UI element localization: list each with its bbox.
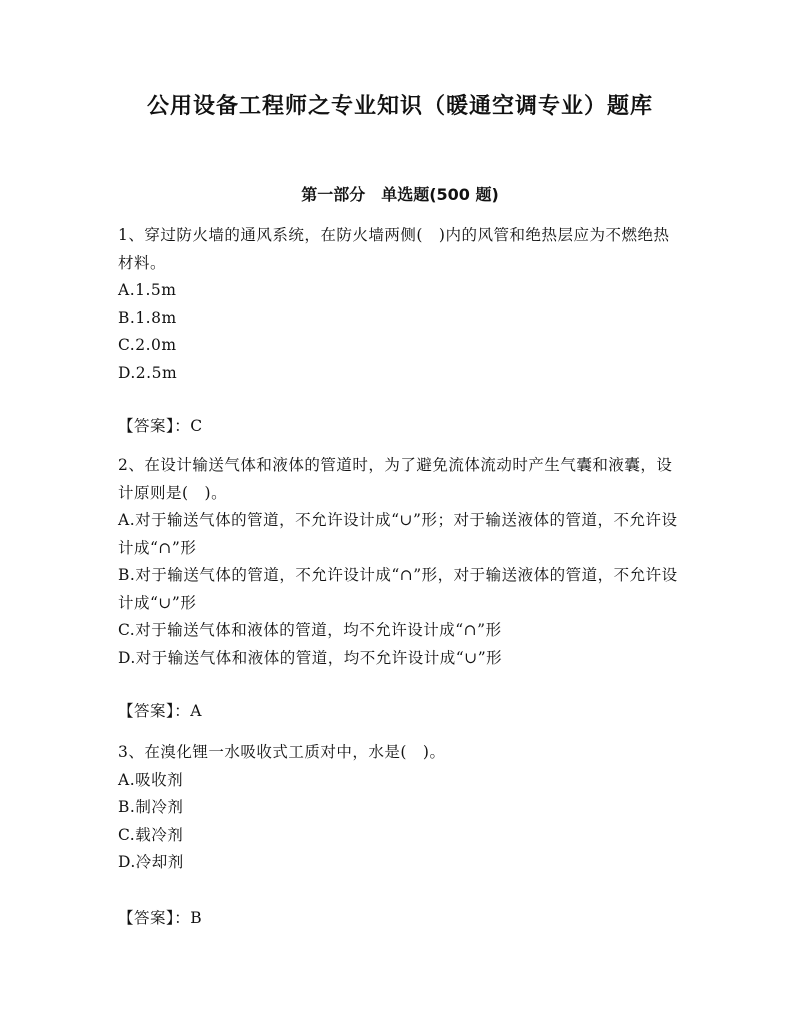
section-part: 第一部分 — [301, 185, 366, 204]
question-stem: 3、在溴化锂一水吸收式工质对中，水是( )。 — [118, 743, 446, 761]
option-c: C.2.0m — [118, 336, 177, 354]
question-1 — [118, 222, 684, 435]
option-a: A.1.5m — [118, 281, 177, 299]
answer-label: 【答案】： — [118, 702, 191, 720]
section-heading: 单选题(500 题) — [381, 185, 499, 204]
option-d: D.冷却剂 — [118, 853, 184, 871]
option-b: B.制冷剂 — [118, 798, 184, 816]
option-c: C.对于输送气体和液体的管道，均不允许设计成“∩”形 — [118, 621, 502, 639]
section-title — [0, 183, 800, 207]
option-a: A.对于输送气体的管道，不允许设计成“∪”形；对于输送液体的管道，不允许设计成“∩”形 — [118, 511, 678, 557]
answer-line — [118, 699, 202, 723]
option-c: C.载冷剂 — [118, 825, 184, 844]
answer-value: A — [190, 702, 202, 720]
answer-label: 【答案】： — [118, 417, 191, 435]
option-b: B.对于输送气体的管道，不允许设计成“∩”形，对于输送液体的管道，不允许设计成“∪”形 — [118, 566, 678, 612]
answer-label: 【答案】： — [118, 909, 191, 927]
question-2 — [118, 452, 684, 720]
answer-line — [118, 414, 203, 438]
question-stem: 2、在设计输送气体和液体的管道时，为了避免流体流动时产生气囊和液囊，设计原则是( )。 — [118, 456, 673, 502]
option-a: A.吸收剂 — [118, 770, 184, 789]
document-title: 公用设备工程师之专业知识（暖通空调专业）题库 — [146, 94, 653, 119]
question-3 — [118, 739, 684, 927]
question-stem: 1、穿过防火墙的通风系统，在防火墙两侧( )内的风管和绝热层应为不燃绝热材料。 — [118, 226, 670, 272]
option-d: D.对于输送气体和液体的管道，均不允许设计成“∪”形 — [118, 648, 503, 667]
option-d: D.2.5m — [118, 363, 178, 382]
option-b: B.1.8m — [118, 308, 177, 327]
answer-value: C — [190, 417, 203, 435]
answer-line — [118, 906, 202, 930]
answer-value: B — [190, 909, 203, 927]
